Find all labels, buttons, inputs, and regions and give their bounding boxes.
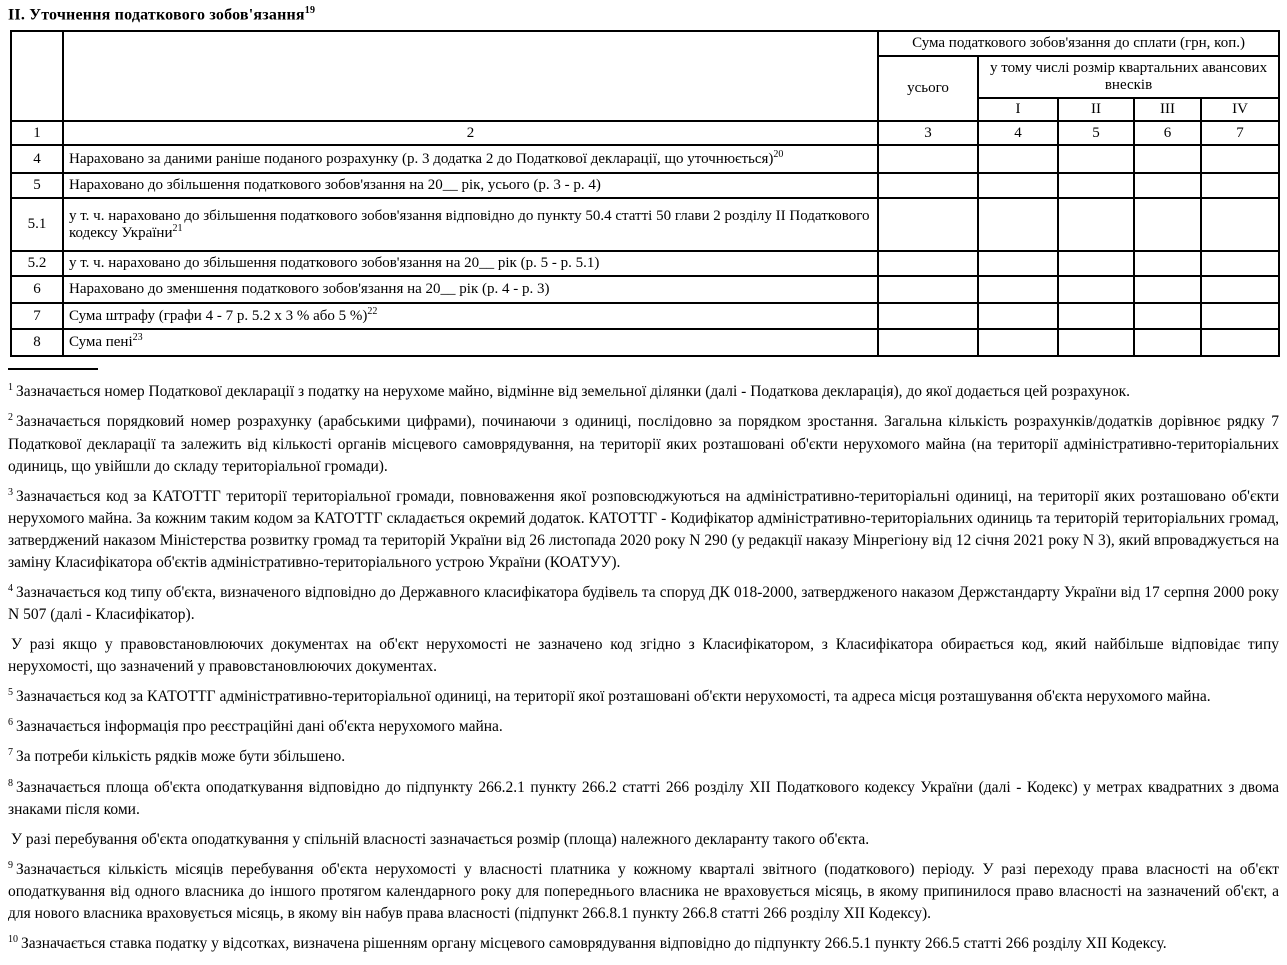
footnote-4 — [8, 578, 1279, 626]
footnote-10 — [8, 929, 1279, 955]
column-number-row — [11, 121, 1279, 145]
header-row-sum — [11, 31, 1279, 56]
row-number: 4 — [11, 145, 63, 173]
footnote-4-continued — [8, 630, 1279, 678]
row-description-text: у т. ч. нараховано до збільшення податкового зобов'язання відповідно до пункту 50.4 статті 50 глави 2 розділу II Податкового кодексу України — [69, 207, 870, 241]
footnote-number: 1 — [8, 382, 13, 394]
row-number: 5.2 — [11, 251, 63, 276]
header-cell-quarter-2: II — [1058, 98, 1134, 121]
amount-cell — [1058, 173, 1134, 198]
amount-cell — [878, 276, 978, 303]
row-description — [63, 303, 878, 329]
amount-cell — [878, 173, 978, 198]
row-number: 7 — [11, 303, 63, 329]
header-cell-quarter-4: IV — [1201, 98, 1279, 121]
amount-cell — [978, 173, 1058, 198]
row-description — [63, 251, 878, 276]
footnote-ref: 20 — [773, 148, 784, 160]
table-row-4 — [11, 145, 1279, 173]
footnote-number: 9 — [8, 859, 13, 871]
column-number: 7 — [1201, 121, 1279, 145]
footnote-text: За потреби кількість рядків може бути збільшено. — [16, 748, 346, 766]
table-row-5-2 — [11, 251, 1279, 276]
amount-cell — [1134, 329, 1201, 356]
row-description-text: Сума пені — [69, 334, 133, 351]
section-title-text: II. Уточнення податкового зобов'язання — [8, 6, 305, 24]
row-description — [63, 145, 878, 173]
header-cell-row-number — [11, 31, 63, 121]
amount-cell — [1201, 173, 1279, 198]
footnote-ref: 21 — [172, 222, 183, 234]
row-number: 5.1 — [11, 198, 63, 251]
footnote-number: 2 — [8, 412, 13, 424]
table-row-6 — [11, 276, 1279, 303]
amount-cell — [978, 276, 1058, 303]
footnotes-section — [8, 377, 1279, 955]
footnote-text: Зазначається інформація про реєстраційні дані об'єкта нерухомого майна. — [16, 718, 503, 736]
row-description — [63, 329, 878, 356]
column-number: 5 — [1058, 121, 1134, 145]
footnote-text: Зазначається порядковий номер розрахунку (арабськими цифрами), починаючи з одиниці, послідовно за порядком зростання. Загальна кількість розрахунків/додатків дорівнює рядку 7 Податкової декларації та залежить від кількості органів місцевого самоврядування, на території яких розташовані об'єкти нерухомого майна (на території адміністративно-територіальних одиниць, що увійшли до складу територіальної громади). — [8, 413, 1279, 475]
footnote-number: 10 — [8, 934, 18, 946]
header-cell-description — [63, 31, 878, 121]
amount-cell — [1058, 276, 1134, 303]
section-title-footnote-ref: 19 — [304, 5, 316, 16]
row-description-text: Сума штрафу (графи 4 - 7 р. 5.2 х 3 % або 5 %) — [69, 307, 368, 324]
row-number: 6 — [11, 276, 63, 303]
column-number: 2 — [63, 121, 878, 145]
header-cell-quarter-3: III — [1134, 98, 1201, 121]
table-row-8 — [11, 329, 1279, 356]
amount-cell — [1058, 198, 1134, 251]
footnote-text: У разі перебування об'єкта оподаткування у спільній власності зазначається розмір (площа) належного декларанту такого об'єкта. — [11, 830, 870, 848]
amount-cell — [1134, 276, 1201, 303]
row-description — [63, 276, 878, 303]
footnote-1 — [8, 377, 1279, 403]
footnote-6 — [8, 712, 1279, 738]
amount-cell — [878, 198, 978, 251]
footnote-ref: 22 — [367, 305, 378, 317]
amount-cell — [878, 145, 978, 173]
footnote-5 — [8, 682, 1279, 708]
column-number: 3 — [878, 121, 978, 145]
amount-cell — [1201, 276, 1279, 303]
footnote-number: 7 — [8, 747, 13, 759]
amount-cell — [1201, 145, 1279, 173]
table-row-5 — [11, 173, 1279, 198]
amount-cell — [878, 303, 978, 329]
footnote-text: Зазначається код типу об'єкта, визначеного відповідно до Державного класифікатора будівель та споруд ДК 018-2000, затвердженого наказом Держстандарту України від 17 серпня 2000 року N 507 (далі - Класифікатор). — [8, 583, 1279, 623]
row-description-text: Нараховано до збільшення податкового зобов'язання на 20__ рік, усього (р. 3 - р. 4) — [69, 177, 601, 194]
amount-cell — [1134, 145, 1201, 173]
amount-cell — [978, 198, 1058, 251]
footnote-number: 6 — [8, 717, 13, 729]
amount-cell — [978, 303, 1058, 329]
row-description-text: у т. ч. нараховано до збільшення податкового зобов'язання на 20__ рік (р. 5 - р. 5.1) — [69, 255, 600, 272]
amount-cell — [1134, 198, 1201, 251]
footnote-separator — [8, 368, 98, 370]
footnote-3 — [8, 482, 1279, 574]
footnote-number: 5 — [8, 687, 13, 699]
amount-cell — [1201, 251, 1279, 276]
tax-liability-table — [10, 30, 1280, 357]
column-number: 1 — [11, 121, 63, 145]
footnote-text: Зазначається ставка податку у відсотках, визначена рішенням органу місцевого самоврядування відповідно до підпункту 266.5.1 пункту 266.5 статті 266 розділу XII Кодексу. — [21, 935, 1167, 953]
amount-cell — [1201, 303, 1279, 329]
footnote-text: Зазначається код за КАТОТТГ території територіальної громади, повноваження якої розповсюджуються на адміністративно-територіальні одиниці, на території яких розташовано об'єкти нерухомого майна. За кожним таким кодом за КАТОТТГ складається окремий додаток. КАТОТТГ - Кодифікатор адміністративно-територіальних одиниць та територій територіальних громад, затверджений наказом Міністерства розвитку громад та територій України від 26 листопада 2020 року N 290 (у редакції наказу Мінрегіону від 12 січня 2021 року N 3), який впроваджується на заміну Класифікатора об'єктів адміністративно-територіального устрою України (КОАТУУ). — [8, 487, 1279, 571]
row-description-text: Нараховано за даними раніше поданого розрахунку (р. 3 додатка 2 до Податкової декларації, що уточнюється) — [69, 150, 774, 167]
row-number: 5 — [11, 173, 63, 198]
header-cell-quarterly: у тому числі розмір квартальних авансових внесків — [978, 56, 1279, 98]
amount-cell — [1134, 251, 1201, 276]
header-cell-quarter-1: I — [978, 98, 1058, 121]
column-number: 4 — [978, 121, 1058, 145]
header-cell-sum-title: Сума податкового зобов'язання до сплати (грн, коп.) — [878, 31, 1279, 56]
amount-cell — [1201, 198, 1279, 251]
footnote-number: 4 — [8, 582, 13, 594]
table-row-7 — [11, 303, 1279, 329]
footnote-ref: 23 — [132, 332, 143, 344]
amount-cell — [878, 329, 978, 356]
footnote-text: Зазначається площа об'єкта оподаткування відповідно до підпункту 266.2.1 пункту 266.2 статті 266 розділу XII Податкового кодексу України (далі - Кодекс) у метрах квадратних з двома знаками після коми. — [8, 778, 1279, 818]
header-cell-total: усього — [878, 56, 978, 121]
amount-cell — [1058, 303, 1134, 329]
row-description-text: Нараховано до зменшення податкового зобов'язання на 20__ рік (р. 4 - р. 3) — [69, 281, 550, 298]
footnote-text: Зазначається код за КАТОТТГ адміністративно-територіальної одиниці, на території якої розташовані об'єкти нерухомості, та адреса місця розташування об'єкта нерухомого майна. — [16, 688, 1211, 706]
amount-cell — [1058, 251, 1134, 276]
table-row-5-1 — [11, 198, 1279, 251]
column-number: 6 — [1134, 121, 1201, 145]
amount-cell — [1058, 329, 1134, 356]
row-number: 8 — [11, 329, 63, 356]
footnote-8 — [8, 773, 1279, 821]
footnote-7 — [8, 742, 1279, 768]
amount-cell — [1201, 329, 1279, 356]
row-description — [63, 173, 878, 198]
amount-cell — [878, 251, 978, 276]
section-title — [8, 5, 1279, 24]
amount-cell — [1134, 303, 1201, 329]
footnote-8-continued — [8, 825, 1279, 851]
amount-cell — [978, 251, 1058, 276]
footnote-text: Зазначається номер Податкової декларації з податку на нерухоме майно, відмінне від земельної ділянки (далі - Податкова декларація), до якої додається цей розрахунок. — [16, 383, 1131, 401]
amount-cell — [1134, 173, 1201, 198]
footnote-text: Зазначається кількість місяців перебування об'єкта нерухомості у власності платника у кожному кварталі звітного (податкового) періоду. У разі переходу права власності на об'єкт оподаткування від одного власника до іншого протягом календарного року для попереднього власника не враховується місяць, в якому припинилося право власності на зазначений об'єкт, а для нового власника враховується місяць, в якому він набув права власності (підпункт 266.8.1 пункту 266.8 статті 266 розділу XII Кодексу). — [8, 861, 1279, 923]
footnote-text: У разі якщо у правовстановлюючих документах на об'єкт нерухомості не зазначено код згідно з Класифікатором, з Класифікатора обирається код, який найбільше відповідає типу нерухомості, що зазначений у правовстановлюючих документах. — [8, 636, 1279, 676]
footnote-number: 3 — [8, 486, 13, 498]
amount-cell — [1058, 145, 1134, 173]
footnote-2 — [8, 407, 1279, 477]
footnote-9 — [8, 855, 1279, 925]
footnote-number: 8 — [8, 777, 13, 789]
row-description — [63, 198, 878, 251]
amount-cell — [978, 145, 1058, 173]
amount-cell — [978, 329, 1058, 356]
